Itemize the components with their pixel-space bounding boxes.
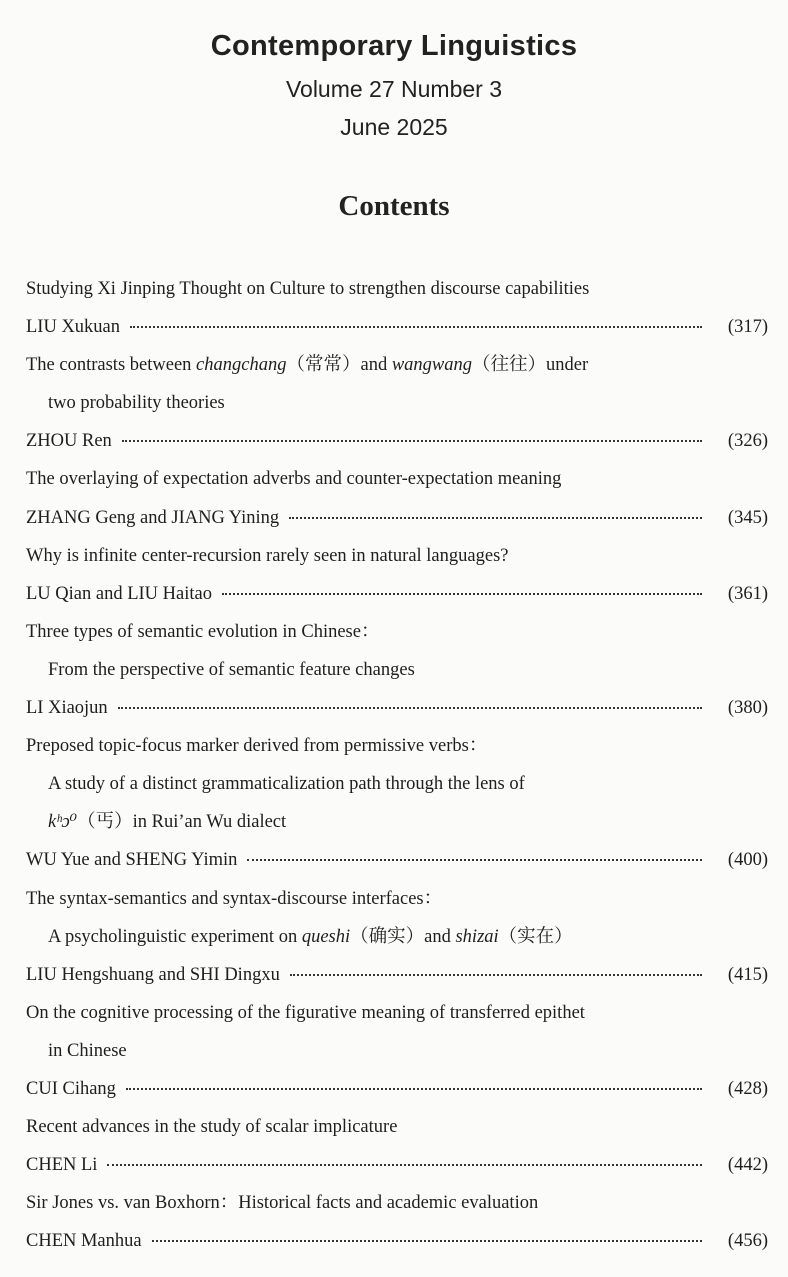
- title-text: On the cognitive processing of the figurative meaning of transferred epithet: [26, 1002, 585, 1023]
- dot-leader: [107, 1164, 702, 1166]
- title-text: Three types of semantic evolution in Chinese：: [26, 621, 380, 642]
- article-authors: LIU Hengshuang and SHI Dingxu: [26, 964, 280, 985]
- page-number: (380): [727, 698, 768, 719]
- dot-leader: [222, 593, 702, 595]
- page-number: (400): [727, 850, 768, 871]
- dot-leader: [130, 326, 702, 328]
- italic-term: changchang: [196, 355, 287, 376]
- italic-term: kʰɔ⁰: [48, 812, 78, 833]
- dot-leader: [152, 1240, 702, 1242]
- article-authors: ZHOU Ren: [26, 431, 112, 452]
- title-text: in Chinese: [48, 1040, 127, 1061]
- page-number: (345): [727, 507, 768, 528]
- toc-entry: [26, 727, 768, 879]
- article-authors: LIU Xukuan: [26, 317, 121, 338]
- title-text: The overlaying of expectation adverbs and counter-expectation meaning: [26, 469, 562, 490]
- author-line: [26, 956, 768, 994]
- title-text: （往往）under: [472, 355, 589, 376]
- article-authors: LU Qian and LIU Haitao: [26, 583, 212, 604]
- title-text: Preposed topic-focus marker derived from permissive verbs：: [26, 736, 488, 757]
- issue-date: June 2025: [340, 114, 448, 140]
- page-number: (326): [727, 431, 768, 452]
- article-title-line: [26, 880, 768, 918]
- article-title-line: [26, 1108, 768, 1146]
- author-line: [26, 689, 768, 727]
- toc-entry: [26, 1108, 768, 1184]
- author-line: [26, 1070, 768, 1108]
- title-text: （确实）and: [350, 926, 456, 947]
- article-title-line: [26, 651, 768, 689]
- page-number: (317): [727, 317, 768, 338]
- italic-term: wangwang: [391, 355, 473, 376]
- title-text: A study of a distinct grammaticalization path through the lens of: [48, 774, 525, 795]
- dot-leader: [247, 859, 702, 861]
- author-line: [26, 499, 768, 537]
- article-title-line: [26, 613, 768, 651]
- title-text: （实在）: [498, 926, 573, 947]
- page-number: (456): [727, 1231, 768, 1252]
- article-title-line: [26, 803, 768, 841]
- author-line: [26, 1146, 768, 1184]
- article-title-line: [26, 765, 768, 803]
- toc-entry: [26, 994, 768, 1108]
- article-authors: WU Yue and SHENG Yimin: [26, 850, 238, 871]
- italic-term: shizai: [455, 926, 499, 947]
- article-title-line: [26, 918, 768, 956]
- page-number: (415): [727, 964, 768, 985]
- article-authors: CUI Cihang: [26, 1078, 116, 1099]
- author-line: [26, 422, 768, 460]
- dot-leader: [289, 517, 702, 519]
- author-line: [26, 1222, 768, 1260]
- article-authors: ZHANG Geng and JIANG Yining: [26, 507, 280, 528]
- dot-leader: [122, 440, 702, 442]
- toc-entry: [26, 346, 768, 460]
- title-text: two probability theories: [48, 393, 225, 414]
- contents-heading: Contents: [338, 190, 450, 222]
- title-text: The syntax-semantics and syntax-discourse interfaces：: [26, 888, 443, 909]
- article-title-line: [26, 346, 768, 384]
- article-title-line: [26, 727, 768, 765]
- title-text: Recent advances in the study of scalar implicature: [26, 1117, 398, 1138]
- dot-leader: [290, 974, 702, 976]
- title-text: Why is infinite center-recursion rarely seen in natural languages?: [26, 545, 509, 566]
- author-line: [26, 308, 768, 346]
- title-text: Sir Jones vs. van Boxhorn：Historical facts and academic evaluation: [26, 1193, 539, 1214]
- author-line: [26, 575, 768, 613]
- title-text: （常常）and: [286, 355, 392, 376]
- article-authors: LI Xiaojun: [26, 698, 108, 719]
- article-title-line: [26, 270, 768, 308]
- toc-entry: [26, 880, 768, 994]
- table-of-contents: [26, 270, 768, 1260]
- article-title-line: [26, 460, 768, 498]
- page-number: (442): [727, 1155, 768, 1176]
- article-authors: CHEN Li: [26, 1155, 98, 1176]
- title-text: Studying Xi Jinping Thought on Culture to strengthen discourse capabilities: [26, 279, 590, 299]
- title-text: （丐）in Rui’an Wu dialect: [77, 812, 287, 833]
- toc-entry: [26, 460, 768, 536]
- article-title-line: [26, 994, 768, 1032]
- toc-entry: [26, 537, 768, 613]
- article-title-line: [26, 1032, 768, 1070]
- italic-term: queshi: [301, 926, 351, 947]
- article-authors: CHEN Manhua: [26, 1231, 142, 1252]
- page-number: (428): [727, 1078, 768, 1099]
- article-title-line: [26, 384, 768, 422]
- toc-entry: [26, 1184, 768, 1260]
- author-line: [26, 841, 768, 879]
- toc-entry: [26, 613, 768, 727]
- journal-title: Contemporary Linguistics: [210, 30, 578, 62]
- volume-number: Volume 27 Number 3: [285, 76, 503, 102]
- dot-leader: [118, 707, 702, 709]
- title-text: A psycholinguistic experiment on: [48, 926, 302, 947]
- title-text: The contrasts between: [26, 355, 197, 376]
- page-number: (361): [727, 583, 768, 604]
- title-text: From the perspective of semantic feature changes: [48, 659, 415, 680]
- article-title-line: [26, 537, 768, 575]
- article-title-line: [26, 1184, 768, 1222]
- toc-entry: [26, 270, 768, 346]
- dot-leader: [126, 1088, 702, 1090]
